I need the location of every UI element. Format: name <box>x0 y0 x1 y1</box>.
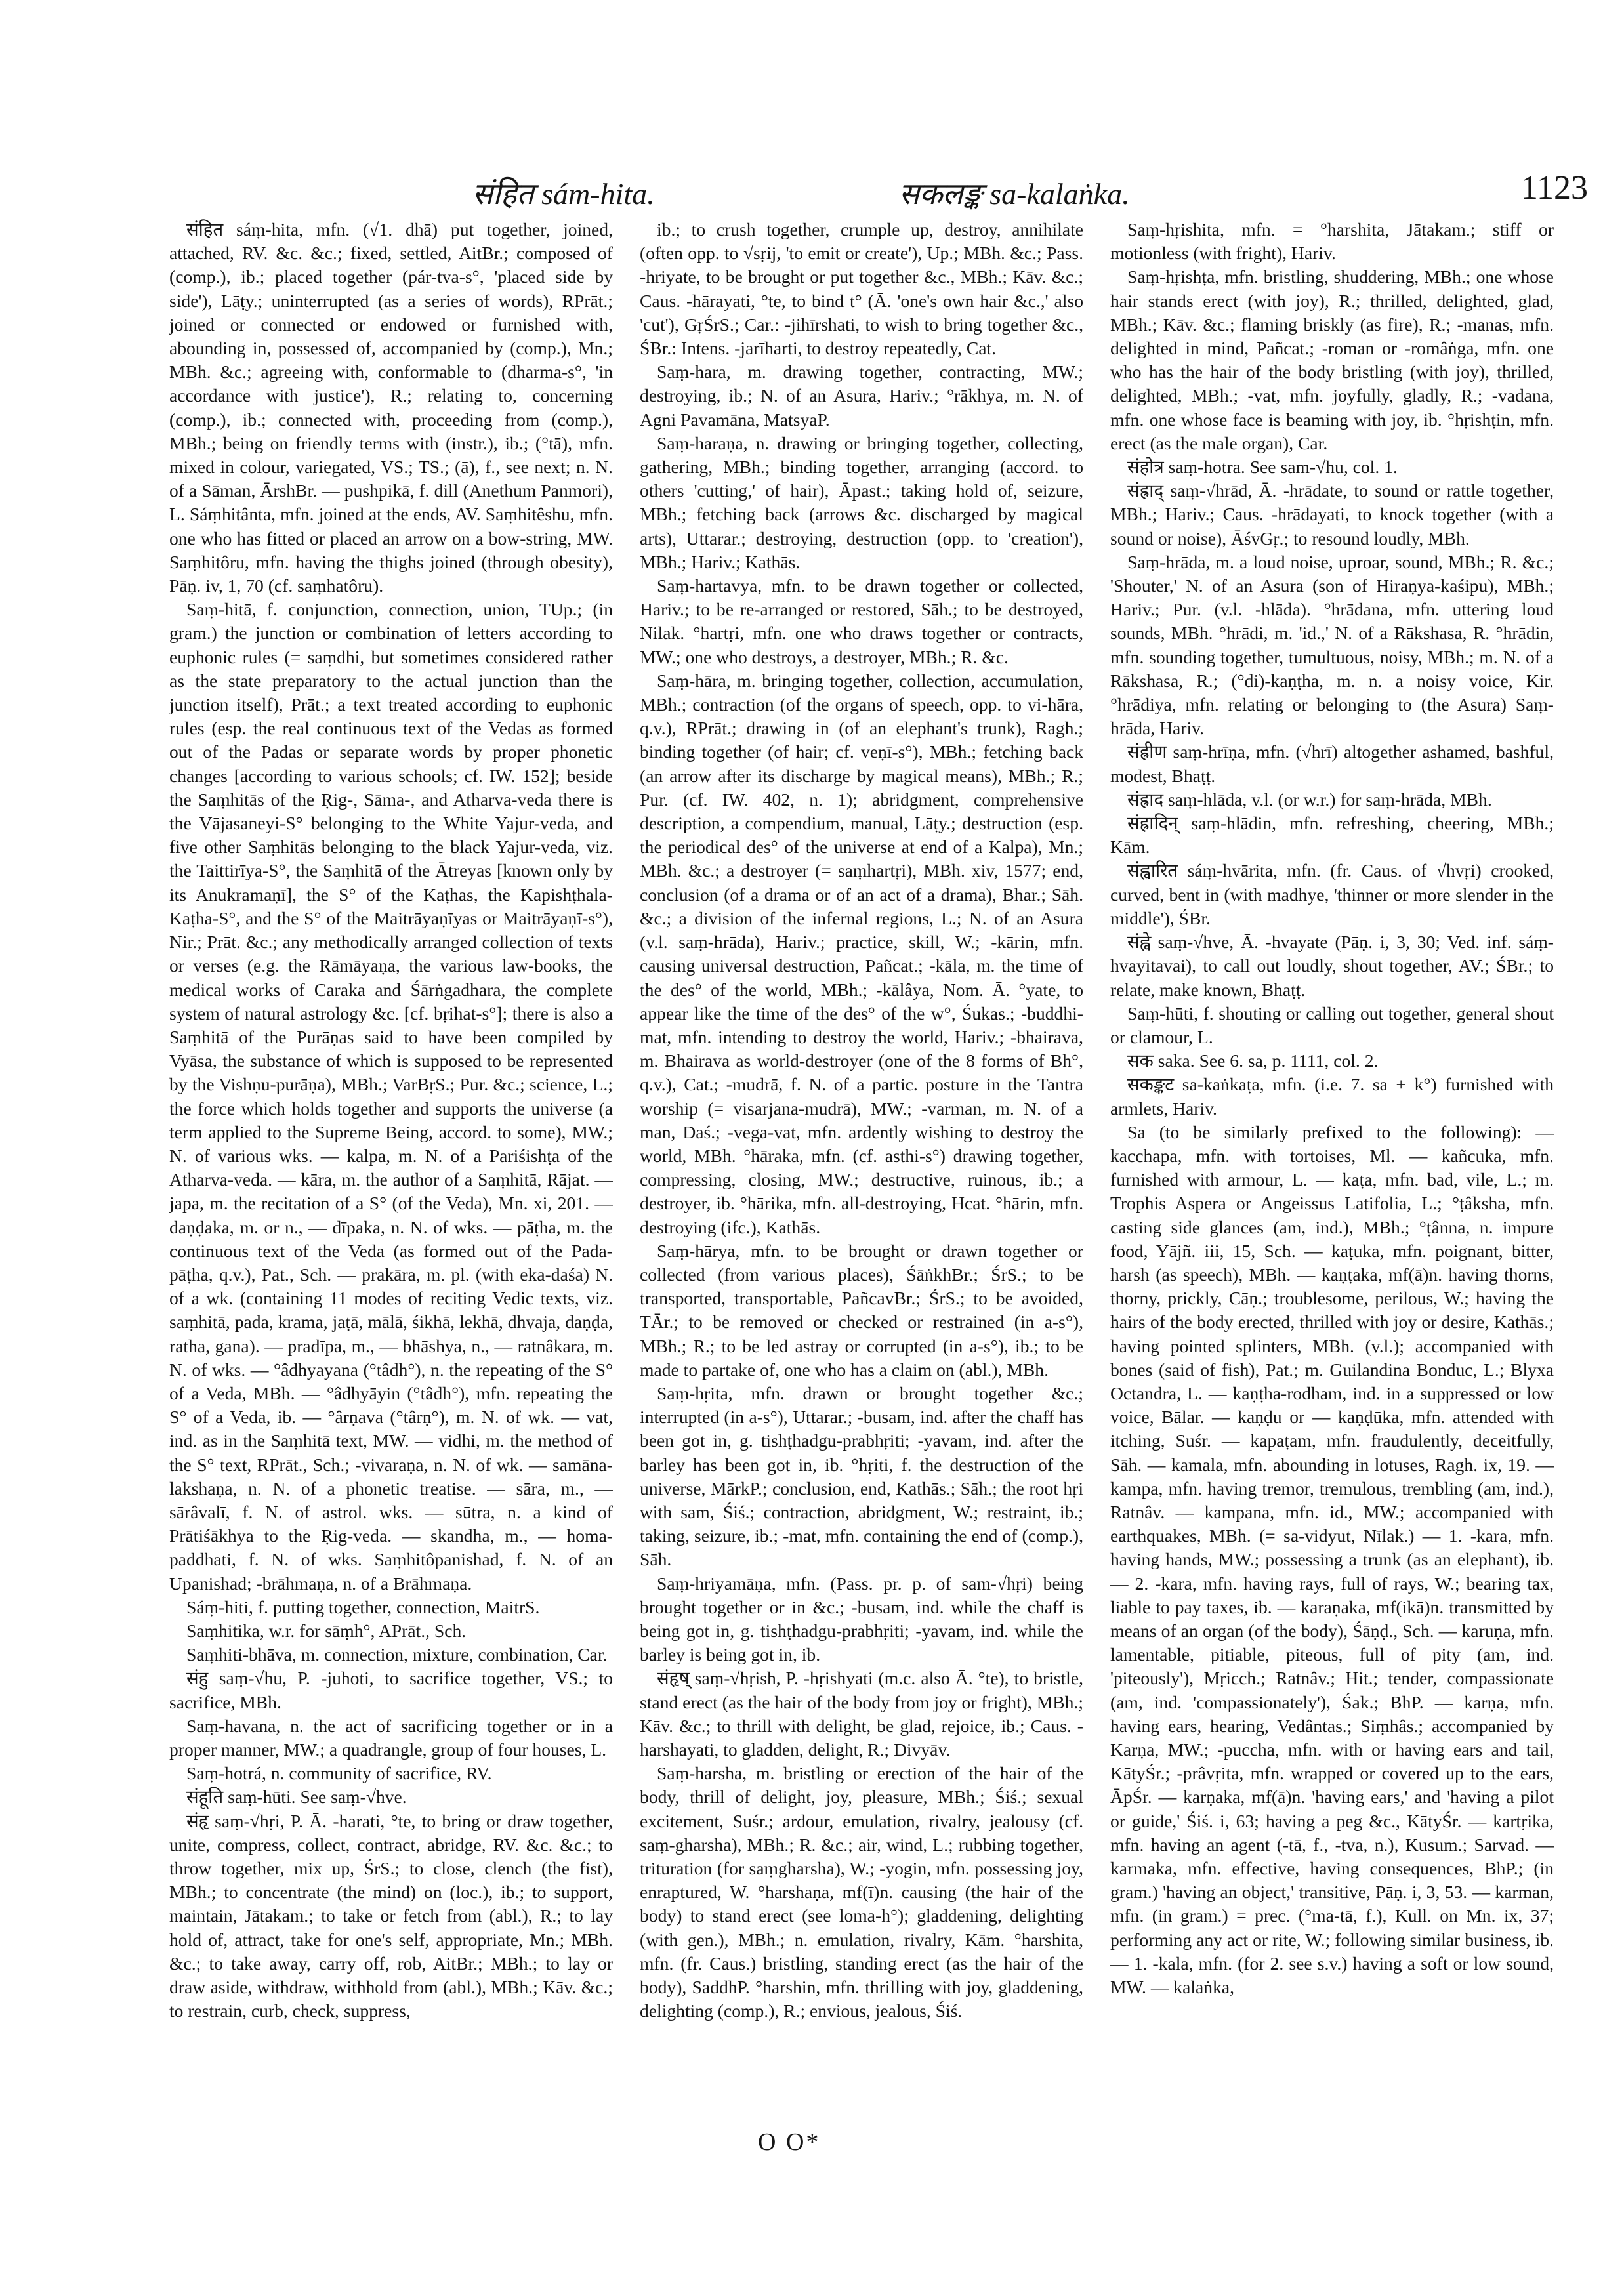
column-2 <box>640 218 1083 2107</box>
dictionary-entry: सक saka. See 6. sa, p. 1111, col. 2. <box>1127 1050 1379 1071</box>
dictionary-entry: संहित sáṃ-hita, mfn. (√1. dhā) put together, joined, attached, RV. &c. &c.; fixed, settled, AitBr.; composed of (comp.), ib.; placed together (pár-tva-s°, 'placed side by side'), Lāṭy.; uninterrupted (as a series of words), RPrāt.; joined or connected or endowed or furnished with, abounding in, possessed of, accompanied by (comp.), Mn.; MBh. &c.; agreeing with, conformable to (dharma-s°, 'in accordance with justice'), R.; relating to, concerning (comp.), ib.; connected with, proceeding from (comp.), MBh.; being on friendly terms with (instr.), ib.; (°tā), mfn. mixed in colour, variegated, VS.; TS.; (ā), f., see next; n. N. of a Sāman, ĀrshBr. — pushpikā, f. dill (Anethum Panmori), L. Sáṃhitânta, mfn. joined at the ends, AV. Saṃhitêshu, mfn. one who has fitted or placed an arrow on a bow-string, MW. Saṃhitôru, mfn. having the thighs joined (through obesity), Pāṇ. iv, 1, 70 (cf. saṃhatôru). <box>169 219 613 596</box>
dictionary-entry: Saṃhitika, w.r. for sāṃh°, APrāt., Sch. <box>186 1620 467 1641</box>
dictionary-entry: Saṃ-hotrá, n. community of sacrifice, RV. <box>186 1763 492 1784</box>
column-1 <box>169 218 613 2107</box>
dictionary-entry: संहृ saṃ-√hṛi, P. Ā. -harati, °te, to bring or draw together, unite, compress, collect, contract, abridge, RV. &c. &c.; to throw together, mix up, ŚrS.; to close, clench (the fist), MBh.; to concentrate (the mind) on (loc.), ib.; to support, maintain, Jātakam.; to take or fetch from (abl.), R.; to lay hold of, attract, take for one's self, appropriate, Mn.; MBh. &c.; to take away, carry off, rob, AitBr.; MBh.; to lay or draw aside, withdraw, withhold from (abl.), MBh.; Kāv. &c.; to restrain, curb, check, suppress, <box>169 1810 613 2021</box>
right-headword: सकलङ्क sa-kalaṅka. <box>899 177 1130 211</box>
dictionary-entry: ib.; to crush together, crumple up, destroy, annihilate (often opp. to √sṛij, 'to emit or create'), Up.; MBh. &c.; Pass. -hriyate, to be brought or put together &c., MBh.; Kāv. &c.; Caus. -hārayati, °te, to bind t° (Ā. 'one's own hair &c.,' also 'cut'), GṛŚrS.; Car.: -jihīrshati, to wish to bring together &c., ŚBr.: Intens. -jarīharti, to destroy repeatedly, Cat. <box>640 219 1083 359</box>
dictionary-entry: Saṃ-hara, m. drawing together, contracting, MW.; destroying, ib.; N. of an Asura, Hariv.; °rākhya, m. N. of Agni Pavamāna, MatsyaP. <box>640 362 1083 430</box>
dictionary-entry: संहु saṃ-√hu, P. -juhoti, to sacrifice together, VS.; to sacrifice, MBh. <box>169 1668 613 1712</box>
signature-mark: O O* <box>758 2128 821 2156</box>
dictionary-entry: Saṃ-hṛita, mfn. drawn or brought together &c.; interrupted (in a-s°), Uttarar.; -busam, ind. after the chaff has been got in, g. tishṭhadgu-prabhṛiti; -yavam, ind. after the barley has been got in, ib. °hṛiti, f. the destruction of the universe, MārkP.; conclusion, end, Kathās.; Sāh.; the root hṛi with sam, Śiś.; contraction, abridgment, W.; restraint, ib.; taking, seizure, ib.; -mat, mfn. containing the end of (comp.), Sāh. <box>640 1382 1083 1570</box>
dictionary-entry: संह्राद saṃ-hlāda, v.l. (or w.r.) for saṃ-hrāda, MBh. <box>1127 789 1492 810</box>
dictionary-entry: Saṃ-hāra, m. bringing together, collection, accumulation, MBh.; contraction (of the organs of speech, opp. to vi-hāra, q.v.), RPrāt.; drawing in (of an elephant's trunk), Ragh.; binding together (of hair; cf. veṇī-s°), MBh.; fetching back (an arrow after its discharge by magical means), MBh.; R.; Pur. (cf. IW. 402, n. 1); abridgment, comprehensive description, a compendium, manual, Lāṭy.; destruction (esp. the periodical des° of the universe at end of a Kalpa), Mn.; MBh. &c.; a destroyer (= saṃhartṛi), MBh. xiv, 1577; end, conclusion (of a drama or of an act of a drama), Bhar.; Sāh. &c.; a division of the infernal regions, L.; N. of an Asura (v.l. saṃ-hrāda), Hariv.; practice, skill, W.; -kārin, mfn. causing universal destruction, Pañcat.; -kāla, m. the time of the des° of the world, MBh.; -kālâya, Nom. Ā. °yate, to appear like the time of the des° of the w°, Śukas.; -buddhi-mat, mfn. intending to destroy the world, Hariv.; -bhairava, m. Bhairava as world-destroyer (one of the 8 forms of Bh°, q.v.), Cat.; -mudrā, f. N. of a partic. posture in the Tantra worship (= visarjana-mudrā), MW.; -varman, m. N. of a man, Daś.; -vega-vat, mfn. ardently wishing to destroy the world, MBh. °hāraka, mfn. (cf. asthi-s°) drawing together, compressing, closing, MW.; destructive, ruinous, ib.; a destroyer, ib. °hārika, mfn. all-destroying, Hcat. °hārin, mfn. destroying (ifc.), Kathās. <box>640 670 1083 1237</box>
dictionary-entry: संह्वारित sáṃ-hvārita, mfn. (fr. Caus. of √hvṛi) crooked, curved, bent in (with madhye, 'thinner or more slender in the middle'), ŚBr. <box>1110 860 1554 928</box>
dictionary-entry: संह्रीण saṃ-hrīṇa, mfn. (√hrī) altogether ashamed, bashful, modest, Bhaṭṭ. <box>1110 741 1554 786</box>
dictionary-entry: संहोत्र saṃ-hotra. See sam-√hu, col. 1. <box>1127 457 1398 478</box>
left-headword: संहित sám-hita. <box>472 177 655 211</box>
dictionary-entry: Saṃ-hṛishita, mfn. = °harshita, Jātakam.; stiff or motionless (with fright), Hariv. <box>1110 219 1554 264</box>
dictionary-entry: संह्रादिन् saṃ-hlādin, mfn. refreshing, cheering, MBh.; Kām. <box>1110 813 1554 858</box>
dictionary-entry: Saṃ-haraṇa, n. drawing or bringing together, collecting, gathering, MBh.; binding together, arranging (accord. to others 'cutting,' of hair), Āpast.; taking hold of, seizure, MBh.; fetching back (arrows &c. discharged by magical arts), Uttarar.; destroying, destruction (opp. to 'creation'), MBh.; Hariv.; Kathās. <box>640 432 1083 572</box>
page-number: 1123 <box>1520 169 1588 207</box>
dictionary-entry: Saṃ-hitā, f. conjunction, connection, union, TUp.; (in gram.) the junction or combination of letters according to euphonic rules (= saṃdhi, but sometimes considered rather as the state preparatory to the actual junction than the junction itself), Prāt.; a text treated according to euphonic rules (esp. the real continuous text of the Vedas as formed out of the Padas or separate words by proper phonetic changes [according to various schools; cf. IW. 152]; beside the Saṃhitās of the Ṛig-, Sāma-, and Atharva-veda there is the Vājasaneyi-S° belonging to the White Yajur-veda, and five other Saṃhitās belonging to the black Yajur-veda, viz. the Taittirīya-S°, the Saṃhitā of the Ātreyas [known only by its Anukramaṇī], the S° of the Kaṭhas, the Kapishṭhala-Kaṭha-S°, and the S° of the Maitrāyaṇīyas or Maitrāyaṇī-s°), Nir.; Prāt. &c.; any methodically arranged collection of texts or verses (e.g. the Rāmāyaṇa, the various law-books, the medical works of Caraka and Śārṅgadhara, the complete system of natural astrology &c. [cf. bṛihat-s°]; there is also a Saṃhitā of the Purāṇas said to have been compiled by Vyāsa, the substance of which is supposed to be represented by the Vishṇu-purāṇa), MBh.; VarBṛS.; Pur. &c.; science, L.; the force which holds together and supports the universe (a term applied to the Supreme Being, accord. to some), MW.; N. of various wks. — kalpa, m. N. of a Pariśishṭa of the Atharva-veda. — kāra, m. the author of a Saṃhitā, Rājat. — japa, m. the recitation of a S° (of the Veda), Mn. xi, 201. — daṇḍaka, m. or n., — dīpaka, n. N. of wks. — pāṭha, m. the continuous text of the Veda (as formed out of the Pada-pāṭha, q.v.), Pat., Sch. — prakāra, m. pl. (with eka-daśa) N. of a wk. (containing 11 modes of reciting Vedic texts, viz. saṃhitā, pada, krama, jaṭā, mālā, śikhā, lekhā, dhvaja, daṇḍa, ratha, gana). — pradīpa, m., — bhāshya, n., — ratnâkara, m. N. of wks. — °âdhyayana (°tâdh°), n. the repeating of the S° of a Veda, MBh. — °âdhyāyin (°tâdh°), mfn. repeating the S° of a Veda, ib. — °ârṇava (°târṇ°), m. N. of wk. — vat, ind. as in the Saṃhitā text, MW. — vidhi, m. the method of the S° text, RPrāt., Sch.; -vivaraṇa, n. N. of wk. — samāna-lakshaṇa, n. N. of a phonetic treatise. — sāra, m., — sārâvalī, f. N. of astrol. wks. — sūtra, n. a kind of Prātiśākhya to the Ṛig-veda. — skandha, m., — homa-paddhati, f. N. of wks. Saṃhitôpanishad, f. N. of an Upanishad; -brāhmaṇa, n. of a Brāhmaṇa. <box>169 599 613 1594</box>
dictionary-entry: संह्राद् saṃ-√hrād, Ā. -hrādate, to sound or rattle together, MBh.; Hariv.; Caus. -hrādayati, to knock together (with a sound or noise), ĀśvGṛ.; to resound loudly, MBh. <box>1110 480 1554 548</box>
dictionary-entry: सकङ्कट sa-kaṅkaṭa, mfn. (i.e. 7. sa + k°) furnished with armlets, Hariv. <box>1110 1074 1554 1119</box>
dictionary-entry: Sa (to be similarly prefixed to the following): — kacchapa, mfn. with tortoises, Ml. — kañcuka, mfn. furnished with armour, L. — kaṭa, mfn. bad, vile, L.; m. Trophis Aspera or Angeissus Latifolia, L.; °ṭâksha, mfn. casting side glances (am, ind.), MBh.; °ṭânna, n. impure food, Yājñ. iii, 15, Sch. — kaṭuka, mfn. poignant, bitter, harsh (as speech), MBh. — kaṇṭaka, mf(ā)n. having thorns, thorny, prickly, Cāṇ.; troublesome, perilous, W.; having the hairs of the body erected, thrilled with joy or desire, Kathās.; having pointed splinters, MBh. (v.l.); accompanied with bones (said of fish), Pat.; m. Guilandina Bonduc, L.; Blyxa Octandra, L. — kaṇṭha-rodham, ind. in a suppressed or low voice, Bālar. — kaṇḍu or — kaṇḍūka, mfn. attended with itching, Suśr. — kapaṭam, mfn. fraudulently, deceitfully, Sāh. — kamala, mfn. abounding in lotuses, Ragh. ix, 19. — kampa, mfn. having tremor, tremulous, trembling (am, ind.), Ratnâv. — kampana, mfn. id., MW.; accompanied with earthquakes, MBh. (= sa-vidyut, Nīlak.) — 1. -kara, mfn. having hands, MW.; possessing a trunk (as an elephant), ib. — 2. -kara, mfn. having rays, full of rays, W.; bearing tax, liable to pay taxes, ib. — karaṇaka, mf(ikā)n. transmitted by means of an organ (of the body), Śāṇḍ., Sch. — karuṇa, mfn. lamentable, pitiable, piteous, full of pity (am, ind. 'piteously'), Mṛicch.; Ratnâv.; Hit.; tender, compassionate (am, ind. 'compassionately'), Śak.; BhP. — karṇa, mfn. having ears, hearing, Vedântas.; Siṃhâs.; accompanied by Karṇa, MW.; -puccha, mfn. with or having ears and tail, KātyŚr.; -prâvṛita, mfn. wrapped or covered up to the ears, ĀpŚr. — karṇaka, mf(ā)n. 'having ears,' and 'having a pilot or guide,' Śiś. i, 63; having a peg &c., KātyŚr. — kartṛika, mfn. having an agent (-tā, f., -tva, n.), Kusum.; Sarvad. — karmaka, mfn. effective, having consequences, BhP.; (in gram.) 'having an object,' transitive, Pāṇ. i, 3, 53. — karman, mfn. (in gram.) = prec. (°ma-tā, f.), Kull. on Mn. ix, 37; performing any act or rite, W.; following similar business, ib. — 1. -kala, mfn. (for 2. see s.v.) having a soft or low sound, MW. — kalaṅka, <box>1110 1121 1554 1998</box>
dictionary-entry: Sáṃ-hiti, f. putting together, connection, MaitrS. <box>186 1596 540 1617</box>
dictionary-body <box>169 218 1554 2107</box>
dictionary-entry: संह्वे saṃ-√hve, Ā. -hvayate (Pāṇ. i, 3, 30; Ved. inf. sáṃ-hvayitavai), to call out loudly, shout together, AV.; ŚBr.; to relate, make known, Bhaṭṭ. <box>1110 932 1554 1000</box>
dictionary-entry: Saṃ-hartavya, mfn. to be drawn together or collected, Hariv.; to be re-arranged or restored, Sāh.; to be destroyed, Nilak. °hartṛi, mfn. one who draws together or contracts, MW.; one who destroys, a destroyer, MBh.; R. &c. <box>640 575 1083 667</box>
dictionary-entry: Saṃ-havana, n. the act of sacrificing together or in a proper manner, MW.; a quadrangle, group of four houses, L. <box>169 1715 613 1760</box>
dictionary-entry: Saṃ-harsha, m. bristling or erection of the hair of the body, thrill of delight, joy, pleasure, MBh.; Śiś.; sexual excitement, Suśr.; ardour, emulation, rivalry, jealousy (cf. saṃ-gharsha), MBh.; R. &c.; air, wind, L.; rubbing together, trituration (for saṃgharsha), W.; -yogin, mfn. possessing joy, enraptured, W. °harshaṇa, mf(ī)n. causing (the hair of the body) to stand erect (see loma-h°); gladdening, delighting (with gen.), MBh.; n. emulation, rivalry, Kām. °harshita, mfn. (fr. Caus.) bristling, standing erect (as the hair of the body), SaddhP. °harshin, mfn. thrilling with joy, gladdening, delighting (comp.), R.; envious, jealous, Śiś. <box>640 1763 1083 2021</box>
dictionary-entry: Saṃ-hriyamāṇa, mfn. (Pass. pr. p. of sam-√hṛi) being brought together or in &c.; -busam, ind. while the chaff is being got in, g. tishṭhadgu-prabhṛiti; -yavam, ind. while the barley is being got in, ib. <box>640 1573 1083 1665</box>
dictionary-entry: संहृष् saṃ-√hṛish, P. -hṛishyati (m.c. also Ā. °te), to bristle, stand erect (as the hair of the body from joy or fright), MBh.; Kāv. &c.; to thrill with delight, be glad, rejoice, ib.; Caus. -harshayati, to gladden, delight, R.; Divyāv. <box>640 1668 1083 1760</box>
dictionary-entry: Saṃ-hārya, mfn. to be brought or drawn together or collected (from various places), ŚāṅkhBr.; ŚrS.; to be transported, transportable, PañcavBr.; ŚrS.; to be avoided, TĀr.; to be removed or checked or restrained (in a-s°), MBh.; R.; to be led astray or corrupted (in a-s°), ib.; to be made to partake of, one who has a claim on (abl.), MBh. <box>640 1240 1083 1380</box>
dictionary-entry: Saṃ-hṛishṭa, mfn. bristling, shuddering, MBh.; one whose hair stands erect (with joy), R.; thrilled, delighted, glad, MBh.; Kāv. &c.; flaming briskly (as fire), R.; -manas, mfn. delighted in mind, Pañcat.; -roman or -româṅga, mfn. one who has the hair of the body bristling (with joy), thrilled, delighted, MBh.; -vat, mfn. joyfully, gladly, R.; -vadana, mfn. one whose face is beaming with joy, ib. °hṛishṭin, mfn. erect (as the male organ), Car. <box>1110 266 1554 453</box>
dictionary-entry: संहूति saṃ-hūti. See saṃ-√hve. <box>186 1787 407 1808</box>
dictionary-entry: Saṃ-hrāda, m. a loud noise, uproar, sound, MBh.; R. &c.; 'Shouter,' N. of an Asura (son of Hiraṇya-kaśipu), MBh.; Hariv.; Pur. (v.l. -hlāda). °hrādana, mfn. uttering loud sounds, MBh. °hrādi, m. 'id.,' N. of a Rākshasa, R. °hrādin, mfn. sounding together, tumultuous, noisy, MBh.; m. N. of a Rākshasa, R.; (°di)-kaṇṭha, m. n. a noisy voice, Kir. °hrādiya, mfn. relating or belonging to (the Asura) Saṃ-hrāda, Hariv. <box>1110 551 1554 739</box>
dictionary-entry: Saṃ-hūti, f. shouting or calling out together, general shout or clamour, L. <box>1110 1003 1554 1047</box>
column-3 <box>1110 218 1554 2107</box>
dictionary-entry: Saṃhiti-bhāva, m. connection, mixture, combination, Car. <box>186 1644 608 1665</box>
page-header <box>0 169 1624 212</box>
